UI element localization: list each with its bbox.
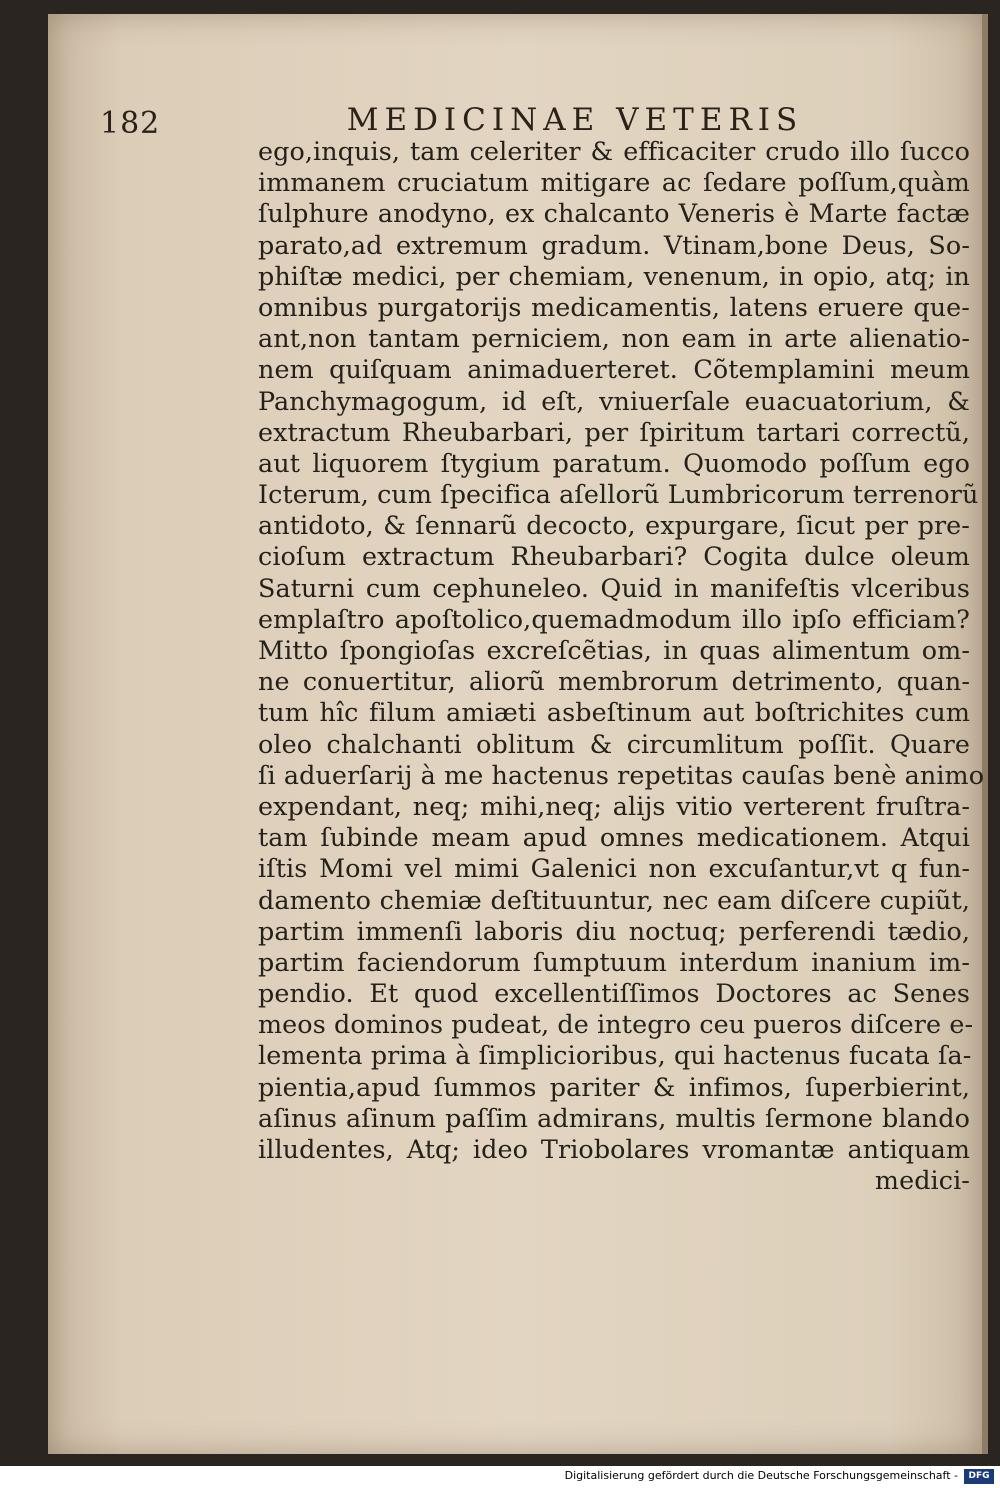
page-number: 182 xyxy=(100,106,161,141)
text-line: phiſtæ medici, per chemiam, venenum, in opio, atq; in xyxy=(258,260,970,291)
text-line: oleo chalchanti oblitum & circumlitum poſſit. Quare xyxy=(258,728,970,759)
text-line: damento chemiæ deſtituuntur, nec eam diſcere cupiũt, xyxy=(258,884,970,915)
footer-bar xyxy=(0,1466,1000,1488)
catchword: medici- xyxy=(874,1165,970,1196)
text-line: partim immenſi laboris diu noctuq; perferendi tædio, xyxy=(258,915,970,946)
text-line: meos dominos pudeat, de integro ceu pueros diſcere e- xyxy=(258,1009,974,1040)
text-line: ſi aduerſarij à me hactenus repetitas cauſas benè animo xyxy=(258,759,985,790)
text-line: illudentes, Atq; ideo Triobolares vromantæ antiquam xyxy=(258,1134,970,1164)
running-head xyxy=(260,102,980,138)
text-line: ſulphure anodyno, ex chalcanto Veneris è Marte factæ xyxy=(258,198,970,229)
text-line: pendio. Et quod excellentiſſimos Doctores ac Senes xyxy=(258,978,970,1009)
text-line: Mitto ſpongioſas excreſcẽtias, in quas alimentum om- xyxy=(258,635,970,665)
text-line: expendant, neq; mihi,neq; alijs vitio verterent fruſtra- xyxy=(258,790,970,821)
text-line: omnibus purgatorijs medicamentis, latens eruere que- xyxy=(258,291,970,322)
text-line: Saturni cum cephuneleo. Quid in manifeſtis vlceribus xyxy=(258,572,970,603)
text-line: nem quiſquam animaduerteret. Cõtemplamini meum xyxy=(258,354,970,385)
text-line: aſinus aſinum paſſim admirans, multis ſermone blando xyxy=(258,1102,970,1133)
book-page xyxy=(48,14,988,1454)
text-line: tum hîc filum amiæti asbeſtinum aut boſtrichites cum xyxy=(258,697,970,728)
body-text xyxy=(258,136,985,1196)
text-line: antidoto, & ſennarũ decocto, expurgare, ſicut per pre- xyxy=(258,510,970,541)
dfg-logo-icon: DFG xyxy=(964,1469,994,1484)
text-line: parato,ad extremum gradum. Vtinam,bone Deus, So- xyxy=(258,229,970,260)
text-line: tam ſubinde meam apud omnes medicationem. Atqui xyxy=(258,822,970,853)
running-head-title: MEDICINAE VETERIS xyxy=(346,102,804,138)
text-line: iſtis Momi vel mimi Galenici non excuſantur,vt q fun- xyxy=(258,853,970,884)
text-line: pientia,apud ſummos pariter & infimos, ſuperbierint, xyxy=(258,1071,970,1102)
text-line: immanem cruciatum mitigare ac ſedare poſſum,quàm xyxy=(258,167,970,198)
text-line: Panchymagogum, id eſt, vniuerſale euacuatorium, & xyxy=(258,385,970,416)
text-line: ego,inquis, tam celeriter & efficaciter crudo illo ſucco xyxy=(258,136,970,166)
text-line: Icterum, cum ſpecifica aſellorũ Lumbricorum terrenorũ xyxy=(258,479,979,510)
text-line: emplaſtro apoſtolico,quemadmodum illo ipſo efficiam? xyxy=(258,603,970,634)
text-line: cioſum extractum Rheubarbari? Cogita dulce oleum xyxy=(258,541,970,572)
text-line: ne conuertitur, aliorũ membrorum detrimento, quan- xyxy=(258,666,970,697)
text-line: lementa prima à ſimplicioribus, qui hactenus fucata ſa- xyxy=(258,1040,972,1071)
text-line: ant,non tantam perniciem, non eam in arte alienatio- xyxy=(258,323,970,354)
text-line: extractum Rheubarbari, per ſpiritum tartari correctũ, xyxy=(258,416,970,447)
text-line: partim faciendorum ſumptuum interdum inanium im- xyxy=(258,946,970,977)
funding-credit: Digitalisierung gefördert durch die Deutsche Forschungsgemeinschaft - xyxy=(564,1469,958,1482)
text-line: aut liquorem ſtygium paratum. Quomodo poſſum ego xyxy=(258,447,970,478)
